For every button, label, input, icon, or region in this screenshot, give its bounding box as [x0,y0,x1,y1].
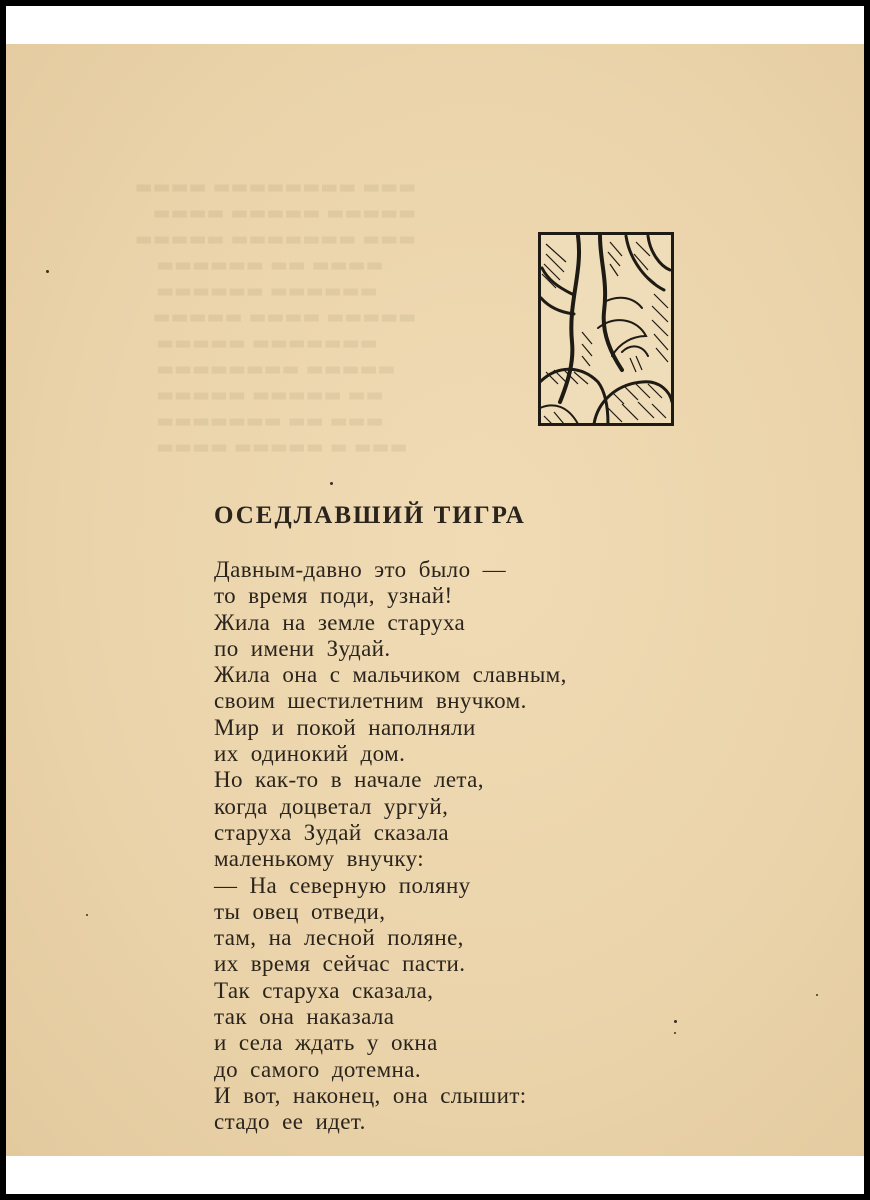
poem-line: своим шестилетним внучком. [214,688,527,714]
paper-speck [816,994,818,996]
poem-line: старуха Зудай сказала [214,819,449,845]
poem-line: по имени Зудай. [214,635,391,661]
poem-title: ОСЕДЛАВШИЙ ТИГРА [214,502,526,529]
poem-line: когда доцветал ургуй, [214,793,449,819]
poem-line: И вот, наконец, она слышит: [214,1082,527,1108]
paper-speck [46,270,49,273]
poem-line: Но как-то в начале лета, [214,767,484,793]
poem-line: там, на лесной поляне, [214,925,464,951]
poem-line: ты овец отведи, [214,898,386,924]
scan-margin-top [6,6,864,44]
scan-margin-bottom [6,1156,864,1194]
poem-line: и села ждать у окна [214,1030,438,1056]
book-page [6,44,864,1156]
poem-line: их одинокий дом. [214,741,406,767]
paper-speck [674,1032,676,1034]
poem-line: Давным-давно это было — [214,557,507,582]
paper-speck [674,1020,677,1023]
poem-line: то время поди, узнай! [214,583,453,609]
poem-line: Жила на земле старуха [214,609,466,635]
poem-line: Так старуха сказала, [214,977,434,1003]
paper-speck [86,914,88,916]
poem-line: Мир и покой наполняли [214,714,476,740]
paper-speck [330,482,333,485]
poem-line: так она наказала [214,1004,395,1030]
poem-line: Жила она с мальчиком славным, [214,662,567,688]
poem-text [214,557,567,1136]
woodcut-tree-icon [538,232,674,426]
poem-line: стадо ее идет. [214,1109,366,1135]
bleed-through-text: ▬▬▬ ▬▬▬▬▬▬▬▬ ▬▬▬▬ ▬▬▬▬▬ ▬▬▬▬▬ ▬▬▬▬ ▬▬▬ ▬▬▬▬▬▬▬ ▬▬▬▬▬ ▬▬▬▬ ▬▬ ▬▬▬▬▬▬ ▬▬▬▬▬▬ ▬▬▬▬▬▬ ▬▬▬▬▬ ▬▬▬▬ ▬▬▬▬▬ ▬▬▬▬▬▬▬ ▬▬▬▬▬ ▬▬▬▬▬ ▬▬▬▬▬▬▬▬ ▬▬ ▬▬▬▬▬ ▬▬▬▬▬ ▬▬▬ ▬▬ ▬▬▬▬▬▬▬ ▬▬▬ ▬ ▬▬▬▬▬ ▬▬▬▬ [134,176,416,458]
poem-line: маленькому внучку: [214,846,425,872]
poem-line: до самого дотемна. [214,1056,421,1082]
poem-line: их время сейчас пасти. [214,951,466,977]
poem-line: — На северную поляну [214,872,471,898]
